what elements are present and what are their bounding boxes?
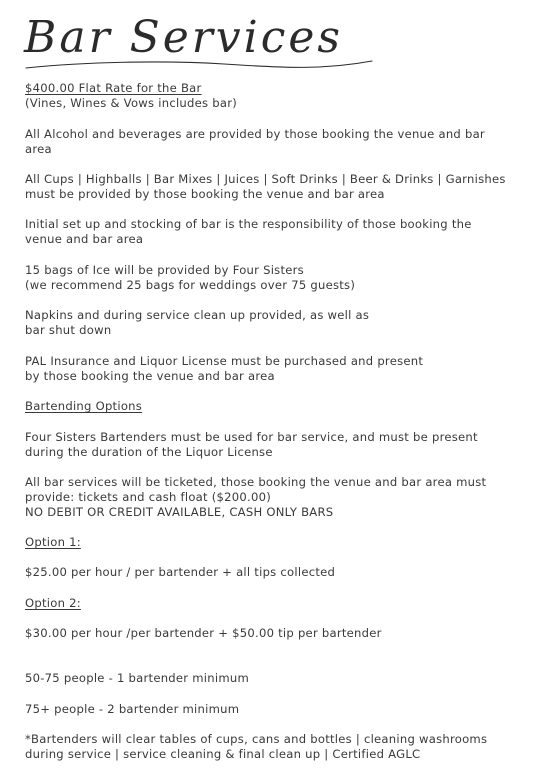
ticketed-line-2: provide: tickets and cash float ($200.00) xyxy=(25,490,271,504)
cash-only-line: NO DEBIT OR CREDIT AVAILABLE, CASH ONLY BARS xyxy=(25,505,334,519)
napkins-line-1: Napkins and during service clean up provided, as well as xyxy=(25,308,370,322)
ice-line-1: 15 bags of Ice will be provided by Four Sisters xyxy=(25,263,304,277)
alcohol-line-2: area xyxy=(25,142,52,156)
bartenders-line-1: Four Sisters Bartenders must be used for bar service, and must be present xyxy=(25,430,478,444)
footnote-line-1: *Bartenders will clear tables of cups, cans and bottles | cleaning washrooms xyxy=(25,732,488,746)
insurance-line-2: by those booking the venue and bar area xyxy=(25,369,275,383)
option-1-heading: Option 1: xyxy=(25,535,81,549)
napkins-line-2: bar shut down xyxy=(25,323,112,337)
flat-rate-note: (Vines, Wines & Vows includes bar) xyxy=(25,96,237,110)
page-title: Bar Services xyxy=(24,12,343,63)
setup-line-1: Initial set up and stocking of bar is the responsibility of those booking the xyxy=(25,217,472,231)
option-2-text: $30.00 per hour /per bartender + $50.00 tip per bartender xyxy=(25,626,382,640)
minimum-50-75: 50-75 people - 1 bartender minimum xyxy=(25,671,250,685)
minimum-75-plus: 75+ people - 2 bartender minimum xyxy=(25,702,240,716)
insurance-line-1: PAL Insurance and Liquor License must be purchased and present xyxy=(25,354,424,368)
setup-line-2: venue and bar area xyxy=(25,232,144,246)
footnote-line-2: during service | service cleaning & final clean up | Certified AGLC xyxy=(25,747,421,761)
alcohol-line-1: All Alcohol and beverages are provided by those booking the venue and bar xyxy=(25,127,485,141)
flat-rate-heading: $400.00 Flat Rate for the Bar xyxy=(25,81,202,95)
bartenders-line-2: during the duration of the Liquor License xyxy=(25,445,273,459)
ice-line-2: (we recommend 25 bags for weddings over 75 guests) xyxy=(25,278,356,292)
supplies-line-2: must be provided by those booking the venue and bar area xyxy=(25,187,385,201)
option-1-text: $25.00 per hour / per bartender + all tips collected xyxy=(25,565,336,579)
option-2-heading: Option 2: xyxy=(25,596,81,610)
ticketed-line-1: All bar services will be ticketed, those booking the venue and bar area must xyxy=(25,475,487,489)
bartending-heading: Bartending Options xyxy=(25,399,143,413)
supplies-line-1: All Cups | Highballs | Bar Mixes | Juices | Soft Drinks | Beer & Drinks | Garnishes xyxy=(25,172,506,186)
title-flourish xyxy=(24,58,374,72)
